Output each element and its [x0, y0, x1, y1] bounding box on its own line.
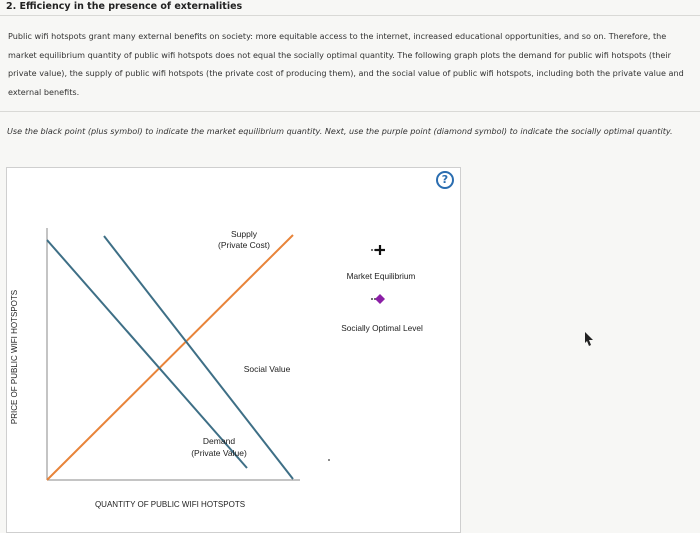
y-axis-title: PRICE OF PUBLIC WIFI HOTSPOTS: [10, 289, 19, 425]
stray-dot: [328, 459, 330, 461]
socially-optimal-label: Socially Optimal Level: [341, 323, 423, 333]
question-title: 2. Efficiency in the presence of externalities: [6, 1, 243, 12]
demand-sublabel: (Private Value): [191, 448, 247, 458]
social-value-curve: [104, 236, 293, 479]
supply-label: Supply: [231, 229, 257, 239]
question-intro: Public wifi hotspots grant many external benefits on society: more equitable access to the internet, increased educational opportunities, and so on. Therefore, the market equilibrium quantity of public wifi hotspots does not equal the socially optimal quantity. The following graph plots the demand for public wifi hotspots (their private value), the supply of public wifi hotspots (the private cost of producing them), and the social value of public wifi hotspots, including both the private value and external benefits.: [8, 31, 684, 97]
x-axis-title: QUANTITY OF PUBLIC WIFI HOTSPOTS: [94, 500, 246, 509]
plus-point-icon[interactable]: [371, 245, 385, 255]
diamond-point-icon[interactable]: [371, 294, 385, 304]
demand-curve: [47, 240, 247, 468]
social-value-label: Social Value: [243, 364, 291, 374]
market-equilibrium-label: Market Equilibrium: [346, 271, 416, 281]
help-button[interactable]: ?: [436, 171, 454, 189]
question-instruction: Use the black point (plus symbol) to indicate the market equilibrium quantity. Next, use the purple point (diamond symbol) to indicate the socially optimal quantity.: [7, 126, 673, 136]
demand-label: Demand: [202, 436, 236, 446]
supply-sublabel: (Private Cost): [218, 240, 270, 250]
mouse-cursor-icon: [585, 332, 597, 346]
supply-curve: [47, 235, 293, 480]
